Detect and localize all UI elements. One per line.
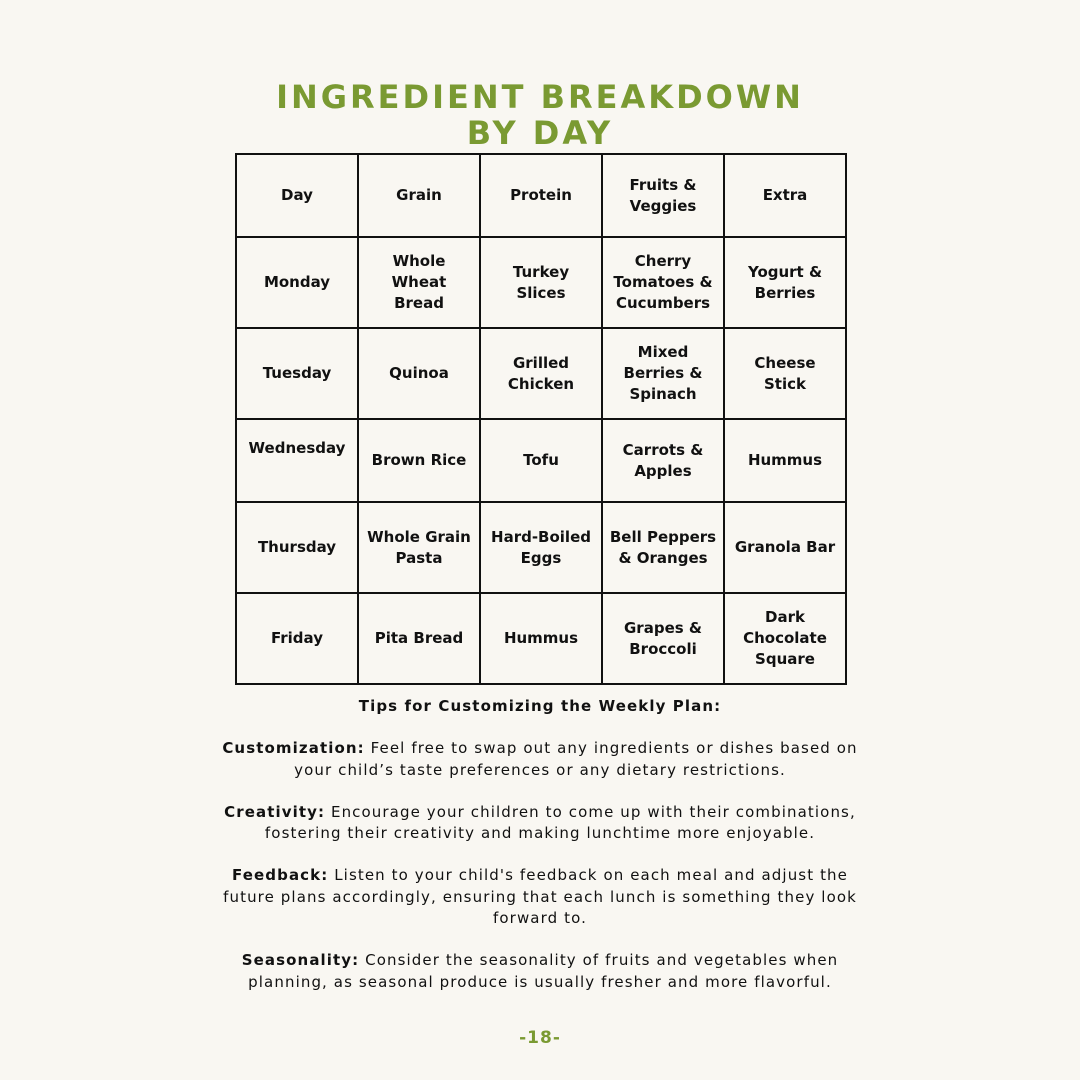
fruits-veggies-cell: Carrots & Apples [602, 419, 724, 502]
table-row-monday [236, 237, 846, 328]
page-title [0, 79, 1080, 151]
protein-cell: Turkey Slices [480, 237, 602, 328]
grain-cell: Brown Rice [358, 419, 480, 502]
fruits-veggies-cell: Bell Peppers & Oranges [602, 502, 724, 593]
day-cell: Wednesday [236, 419, 358, 502]
fruits-veggies-cell: Mixed Berries & Spinach [602, 328, 724, 419]
page-title-line-1: INGREDIENT BREAKDOWN [276, 78, 804, 117]
table-row-friday [236, 593, 846, 684]
extra-cell: Cheese Stick [724, 328, 846, 419]
extra-cell: Yogurt & Berries [724, 237, 846, 328]
tips-heading: Tips for Customizing the Weekly Plan: [358, 697, 722, 715]
page-number: -18- [519, 1028, 561, 1048]
day-cell: Friday [236, 593, 358, 684]
grain-cell: Pita Bread [358, 593, 480, 684]
tip-text: Encourage your children to come up with their combinations, fostering their creativity and making lunchtime more enjoyable. [264, 802, 856, 843]
tip-label: Customization: [222, 739, 365, 758]
tip-seasonality [220, 950, 860, 993]
table-row-tuesday [236, 328, 846, 419]
ingredient-table [235, 153, 847, 685]
fruits-veggies-cell: Cherry Tomatoes & Cucumbers [602, 237, 724, 328]
page-title-line-2: BY DAY [466, 114, 614, 153]
table-row-thursday [236, 502, 846, 593]
header-fruits-veggies: Fruits & Veggies [602, 154, 724, 237]
tip-text: Listen to your child's feedback on each meal and adjust the future plans accordingly, ensuring that each lunch is something they look forward to. [223, 866, 857, 928]
grain-cell: Whole Wheat Bread [358, 237, 480, 328]
tip-label: Creativity: [224, 802, 326, 821]
extra-cell: Hummus [724, 419, 846, 502]
fruits-veggies-cell: Grapes & Broccoli [602, 593, 724, 684]
header-day: Day [236, 154, 358, 237]
tip-label: Feedback: [232, 866, 329, 885]
protein-cell: Grilled Chicken [480, 328, 602, 419]
tip-text: Feel free to swap out any ingredients or dishes based on your child’s taste preferences or any dietary restrictions. [294, 739, 858, 779]
protein-cell: Hummus [480, 593, 602, 684]
table-header-row [236, 154, 846, 237]
day-cell: Tuesday [236, 328, 358, 419]
protein-cell: Tofu [480, 419, 602, 502]
table-row-wednesday [236, 419, 846, 502]
protein-cell: Hard-Boiled Eggs [480, 502, 602, 593]
grain-cell: Quinoa [358, 328, 480, 419]
extra-cell: Granola Bar [724, 502, 846, 593]
tip-creativity [220, 802, 860, 845]
tips-section [220, 696, 860, 1014]
tip-label: Seasonality: [241, 951, 360, 970]
grain-cell: Whole Grain Pasta [358, 502, 480, 593]
tip-text: Consider the seasonality of fruits and vegetables when planning, as seasonal produce is usually fresher and more flavorful. [248, 951, 839, 991]
header-protein: Protein [480, 154, 602, 237]
extra-cell: Dark Chocolate Square [724, 593, 846, 684]
tip-customization [220, 738, 860, 781]
header-grain: Grain [358, 154, 480, 237]
tip-feedback [220, 865, 860, 929]
day-cell: Thursday [236, 502, 358, 593]
day-cell: Monday [236, 237, 358, 328]
header-extra: Extra [724, 154, 846, 237]
